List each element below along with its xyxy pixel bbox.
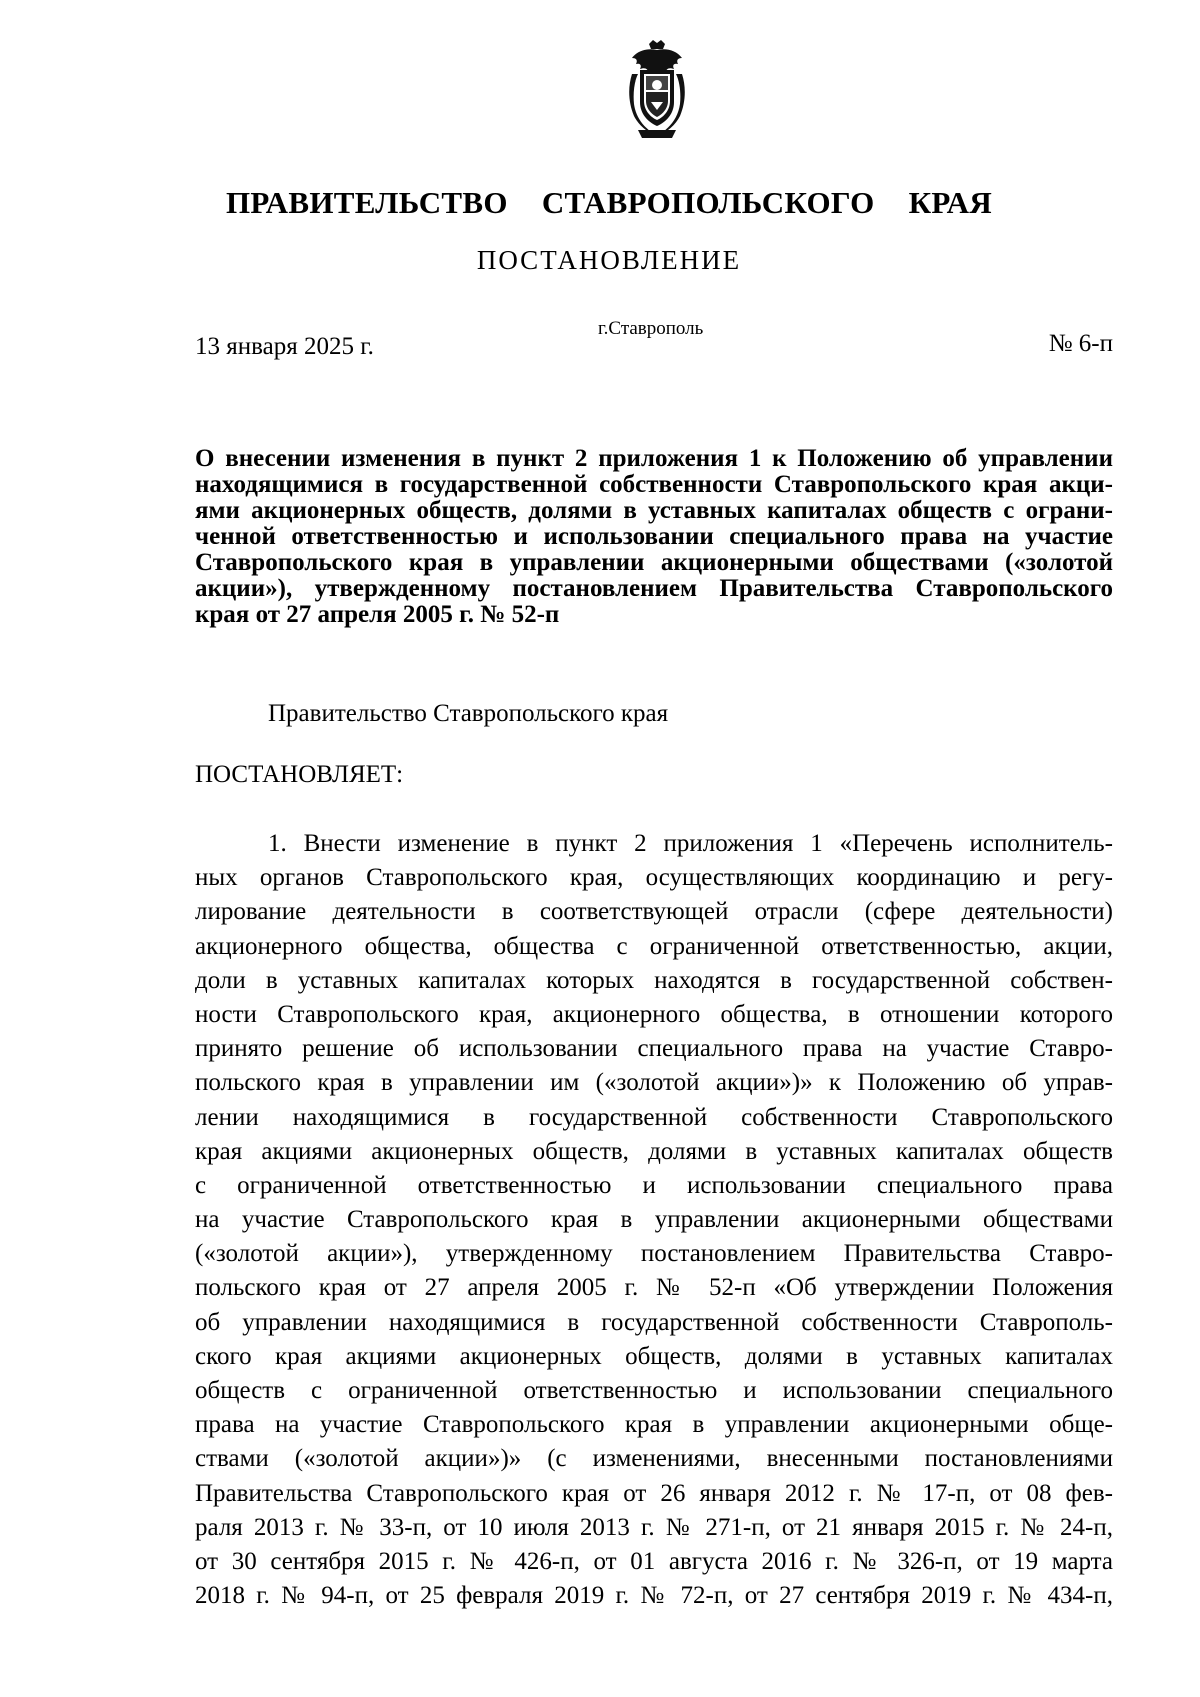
subject-line: ями акционерных обществ, долями в уставных капиталах обществ с ограни- — [195, 497, 1113, 524]
decree-body — [195, 827, 1113, 1613]
body-line: права на участие Ставропольского края в управлении акционерными обще- — [195, 1411, 1113, 1439]
subject-line: находящимися в государственной собственности Ставропольского края акци- — [195, 471, 1113, 498]
decree-word: ПОСТАНОВЛЯЕТ: — [195, 761, 404, 788]
body-line: на участие Ставропольского края в управлении акционерными обществами — [195, 1206, 1113, 1234]
body-line: польского края в управлении им («золотой акции»)» к Положению об управ- — [195, 1069, 1113, 1097]
document-number: № 6-п — [1048, 330, 1113, 357]
body-line: 1. Внести изменение в пункт 2 приложения 1 «Перечень исполнитель- — [268, 830, 1113, 857]
body-line: обществ с ограниченной ответственностью и использовании специального — [195, 1377, 1113, 1404]
body-line: ности Ставропольского края, акционерного общества, в отношении которого — [195, 1000, 1113, 1028]
subject-line: О внесении изменения в пункт 2 приложения 1 к Положению об управлении — [195, 445, 1113, 472]
subject-line: края от 27 апреля 2005 г. № 52-п — [195, 601, 560, 628]
document-subject — [195, 446, 1113, 628]
body-line: доли в уставных капиталах которых находятся в государственной собствен- — [195, 966, 1113, 994]
body-line: принято решение об использовании специального права на участие Ставро- — [195, 1035, 1113, 1063]
body-line: акционерного общества, общества с ограниченной ответственностью, акции, — [195, 932, 1113, 960]
body-line: об управлении находящимися в государственной собственности Ставрополь- — [195, 1308, 1113, 1336]
body-line: с ограниченной ответственностью и использовании специального права — [195, 1171, 1113, 1199]
body-line: от 30 сентября 2015 г. № 426-п, от 01 августа 2016 г. № 326-п, от 19 марта — [195, 1547, 1113, 1575]
body-line: ствами («золотой акции»)» (с изменениями, внесенными постановлениями — [195, 1445, 1113, 1473]
body-line: лении находящимися в государственной собственности Ставропольского — [195, 1103, 1113, 1131]
body-line: Правительства Ставропольского края от 26 января 2012 г. № 17-п, от 08 фев- — [195, 1479, 1113, 1507]
issuer-line: Правительство Ставропольского края — [268, 700, 669, 727]
body-line: края акциями акционерных обществ, долями в уставных капиталах обществ — [195, 1137, 1113, 1165]
body-line: («золотой акции»), утвержденному постановлением Правительства Ставро- — [195, 1240, 1113, 1268]
body-line: польского края от 27 апреля 2005 г. № 52-п «Об утверждении Положения — [195, 1274, 1113, 1302]
subject-line: ченной ответственностью и использовании специального права на участие — [195, 523, 1113, 550]
government-name: ПРАВИТЕЛЬСТВО СТАВРОПОЛЬСКОГО КРАЯ — [225, 185, 993, 220]
subject-line: Ставропольского края в управлении акционерными обществами («золотой — [195, 549, 1113, 576]
subject-line: акции»), утвержденному постановлением Правительства Ставропольского — [195, 575, 1113, 602]
body-line: раля 2013 г. № 33-п, от 10 июля 2013 г. № 271-п, от 21 января 2015 г. № 24-п, — [195, 1513, 1113, 1541]
document-date: 13 января 2025 г. — [195, 333, 374, 360]
coat-of-arms-emblem — [618, 40, 696, 140]
body-line: ского края акциями акционерных обществ, долями в уставных капиталах — [195, 1342, 1113, 1370]
document-city: г.Ставрополь — [598, 318, 704, 339]
body-line: лирование деятельности в соответствующей отрасли (сфере деятельности) — [195, 898, 1113, 926]
document-type: ПОСТАНОВЛЕНИЕ — [476, 245, 742, 275]
body-line: 2018 г. № 94-п, от 25 февраля 2019 г. № 72-п, от 27 сентября 2019 г. № 434-п, — [195, 1582, 1113, 1610]
body-line: ных органов Ставропольского края, осуществляющих координацию и регу- — [195, 864, 1113, 892]
